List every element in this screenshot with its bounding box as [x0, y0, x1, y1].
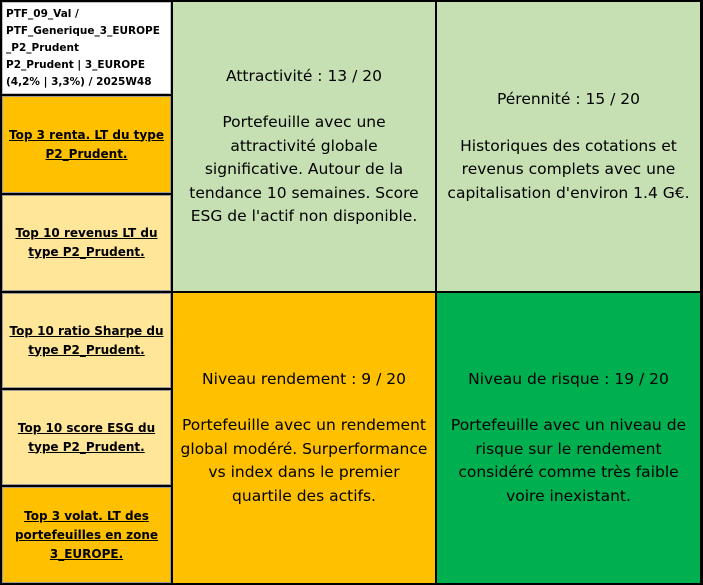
attractivite-title: Attractivité : 13 / 20 [226, 66, 382, 85]
link-top3-volat[interactable]: Top 3 volat. LT des portefeuilles en zone 3_EUROPE. [14, 508, 159, 561]
panel-perennite [437, 2, 700, 291]
side-cell-top10-sharpe [2, 293, 171, 388]
panel-risque [437, 293, 700, 583]
side-cell-top3-renta [2, 96, 171, 193]
link-top10-sharpe[interactable]: Top 10 ratio Sharpe du type P2_Prudent. [9, 323, 164, 357]
panel-rendement [173, 293, 435, 583]
portfolio-header: PTF_09_Val / PTF_Generique_3_EUROPE _P2_Prudent P2_Prudent | 3_EUROPE (4,2% | 3,3%) / 2025W48 [2, 2, 171, 94]
panel-attractivite [173, 2, 435, 291]
side-cell-top3-volat [2, 487, 171, 583]
link-top10-esg[interactable]: Top 10 score ESG du type P2_Prudent. [17, 420, 156, 454]
perennite-title: Pérennité : 15 / 20 [496, 90, 641, 108]
rendement-text: Portefeuille avec un rendement global modéré. Surperformance vs index dans le premier quartile des actifs. [180, 416, 428, 505]
risque-title: Niveau de risque : 19 / 20 [468, 369, 669, 388]
link-top3-renta[interactable]: Top 3 renta. LT du type P2_Prudent. [9, 127, 164, 161]
perennite-text: Historiques des cotations et revenus complets avec une capitalisation d'environ 1.4 G€. [447, 136, 690, 202]
side-cell-top10-revenus [2, 195, 171, 291]
side-cell-top10-esg [2, 390, 171, 485]
risque-text: Portefeuille avec un niveau de risque sur le rendement considéré comme très faible voire inexistant. [450, 416, 687, 505]
attractivite-text: Portefeuille avec une attractivité globale significative. Autour de la tendance 10 semaines. Score ESG de l'actif non disponible. [189, 113, 419, 225]
link-top10-revenus[interactable]: Top 10 revenus LT du type P2_Prudent. [15, 226, 158, 259]
rendement-title: Niveau rendement : 9 / 20 [202, 369, 406, 388]
